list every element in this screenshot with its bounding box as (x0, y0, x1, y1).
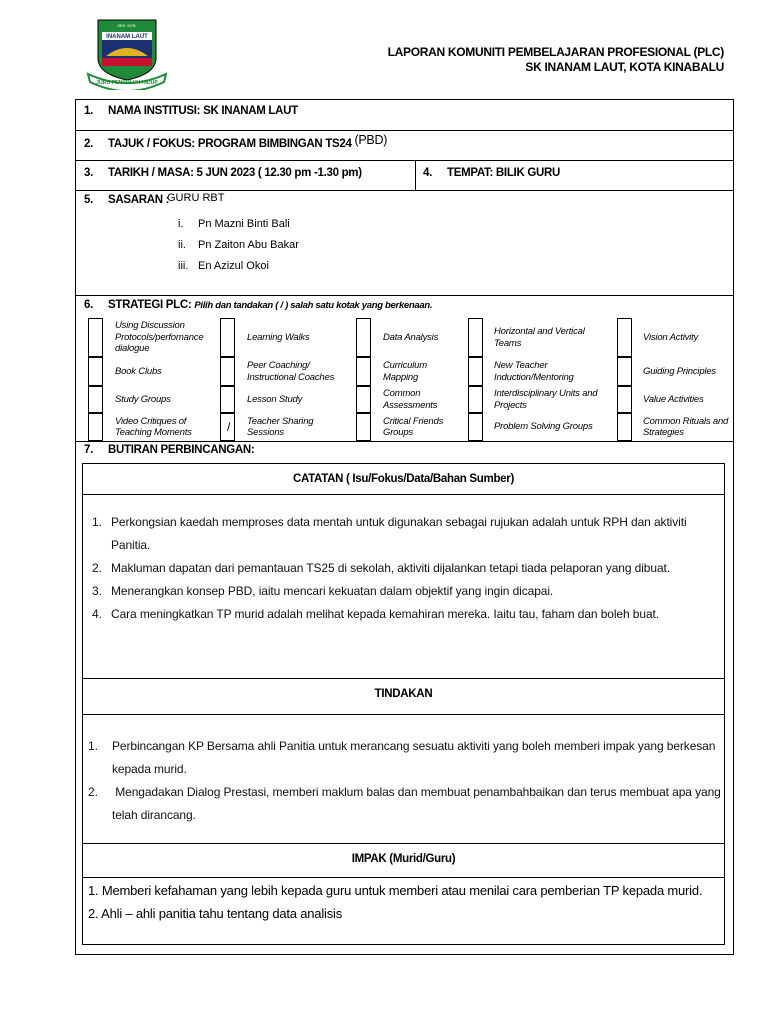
row-6 (84, 299, 432, 311)
impak-title: IMPAK (Murid/Guru) (351, 853, 456, 865)
tindakan-title: TINDAKAN (374, 688, 433, 700)
item-text: Perkongsian kaedah memproses data mentah untuk digunakan sebagai rujukan adalah untuk RPH dan aktiviti (111, 515, 687, 529)
row-3 (84, 167, 362, 179)
item-number: 3. (92, 584, 102, 598)
catatan-title: CATATAN ( Isu/Fokus/Data/Bahan Sumber) (293, 473, 514, 485)
strategy-checkbox[interactable] (88, 386, 103, 413)
row-divider (75, 190, 734, 191)
row-6-number: 6. (84, 299, 93, 311)
strategy-label: Interdisciplinary Units and Projects (494, 388, 598, 411)
strategy-label: Study Groups (115, 393, 171, 405)
col-divider (415, 160, 416, 190)
strategy-label: Common Rituals and Strategies (643, 415, 729, 438)
strategy-checkbox[interactable] (220, 386, 235, 413)
catatan-list (92, 511, 722, 626)
list-item (92, 557, 722, 580)
discussion-label: BUTIRAN PERBINCANGAN: (108, 444, 255, 456)
row-7-number: 7. (84, 444, 93, 456)
strategy-label: Teacher Sharing Sessions (247, 415, 314, 438)
strategy-label: Common Assessments (383, 388, 438, 411)
strategy-label: Horizontal and Vertical Teams (494, 326, 585, 349)
row-5-number: 5. (84, 194, 93, 206)
logo-small-top: SEK. KEB. (117, 23, 137, 28)
roman-numeral: iii. (178, 260, 189, 272)
row-3-number: 3. (84, 167, 93, 179)
checkmark: / (227, 420, 231, 434)
venue: TEMPAT: BILIK GURU (447, 167, 560, 179)
strategy-label: Learning Walks (247, 331, 310, 343)
list-item (178, 256, 299, 277)
item-text: Cara meningkatkan TP murid adalah melihat kepada kemahiran mereka. Iaitu tau, faham dan boleh buat. (111, 607, 659, 621)
list-item (92, 580, 722, 603)
list-item: 1. Memberi kefahaman yang lebih kepada guru untuk memberi atau menilai cara pemberian TP kepada murid. (88, 883, 703, 898)
strategy-checkbox[interactable] (468, 386, 483, 413)
row-divider (75, 160, 734, 161)
report-title: LAPORAN KOMUNITI PEMBELAJARAN PROFESIONAL (PLC) (387, 45, 724, 59)
row-divider (75, 441, 734, 442)
program-suffix: (PBD) (354, 133, 388, 147)
list-item (92, 511, 722, 534)
strategy-checkbox[interactable] (88, 318, 103, 357)
strategy-checkbox[interactable] (356, 318, 371, 357)
strategy-label: Book Clubs (115, 365, 162, 377)
item-number: 2. (88, 785, 98, 799)
strategy-label: Peer Coaching/ Instructional Coaches (247, 360, 335, 383)
row-2 (84, 133, 388, 150)
strategy-label: Data Analysis (383, 331, 439, 343)
strategy-label: STRATEGI PLC: (108, 299, 192, 311)
report-subtitle: SK INANAM LAUT, KOTA KINABALU (525, 60, 724, 74)
strategy-label: New Teacher Induction/Mentoring (494, 360, 574, 383)
strategy-label: Lesson Study (247, 393, 303, 405)
target-list (178, 214, 299, 277)
logo-ribbon-text: JURU PENYULUH HIDUP (96, 80, 158, 86)
item-number: 4. (92, 607, 102, 621)
strategy-checkbox[interactable] (617, 413, 632, 441)
item-text-cont: telah dirancang. (112, 808, 196, 822)
section-divider (82, 494, 725, 495)
strategy-checkbox[interactable] (220, 357, 235, 386)
item-number: 2. (92, 561, 102, 575)
list-item (178, 235, 299, 256)
strategy-checkbox[interactable] (468, 357, 483, 386)
list-item (88, 735, 722, 758)
item-text: Mengadakan Dialog Prestasi, memberi maklum balas dan membuat penambahbaikan dan terus membuat apa yang (112, 785, 721, 799)
item-text: Makluman dapatan dari pemantauan TS25 di sekolah, aktiviti dijalankan tetapi tiada pelaporan yang dibuat. (111, 561, 670, 575)
strategy-label: Critical Friends Groups (383, 415, 444, 438)
row-4 (423, 167, 560, 179)
strategy-label: Value Activities (643, 393, 704, 405)
list-item (92, 603, 722, 626)
item-number: 1. (88, 739, 98, 753)
strategy-label: Video Critiques of Teaching Moments (115, 415, 192, 438)
strategy-checkbox[interactable] (468, 318, 483, 357)
person-name: En Azizul Okoi (198, 260, 269, 272)
target-group: GURU RBT (167, 192, 225, 204)
roman-numeral: i. (178, 218, 184, 230)
item-number: 1. (92, 515, 102, 529)
strategy-checkbox[interactable] (617, 318, 632, 357)
list-item (178, 214, 299, 235)
strategy-label: Curriculum Mapping (383, 360, 427, 383)
impak-list (88, 879, 722, 925)
row-divider (75, 295, 734, 296)
school-crest-icon (86, 18, 168, 90)
strategy-checkbox[interactable] (88, 413, 103, 441)
strategy-checkbox[interactable] (617, 357, 632, 386)
school-logo (86, 18, 168, 88)
item-text: Menerangkan konsep PBD, iaitu mencari kekuatan dalam objektif yang ingin dicapai. (111, 584, 554, 598)
row-4-number: 4. (423, 167, 432, 179)
strategy-label: Vision Activity (643, 331, 699, 343)
row-divider (75, 130, 734, 131)
strategy-checkbox[interactable] (356, 386, 371, 413)
item-text-cont: kepada murid. (112, 762, 187, 776)
person-name: Pn Mazni Binti Bali (198, 218, 290, 230)
strategy-checkbox[interactable] (356, 357, 371, 386)
list-item: 2. Ahli – ahli panitia tahu tentang data analisis (88, 906, 343, 921)
row-5 (84, 194, 169, 206)
item-text: Perbincangan KP Bersama ahli Panitia untuk merancang sesuatu aktiviti yang boleh memberi impak yang berkesan (112, 739, 716, 753)
strategy-checkbox[interactable] (88, 357, 103, 386)
strategy-instruction: Pilih dan tandakan ( / ) salah satu kotak yang berkenaan. (194, 300, 433, 311)
strategy-checkbox[interactable] (220, 318, 235, 357)
strategy-checkbox[interactable] (468, 413, 483, 441)
list-item (88, 781, 722, 804)
row-2-number: 2. (84, 138, 93, 150)
row-1 (84, 105, 298, 117)
strategy-label: Problem Solving Groups (494, 421, 593, 433)
tindakan-list (88, 735, 722, 827)
strategy-checkbox[interactable] (617, 386, 632, 413)
strategy-label: Using Discussion Protocols/perfomance dialogue (115, 320, 204, 355)
strategy-checkbox[interactable] (356, 413, 371, 441)
row-7 (84, 444, 254, 456)
item-text-cont: Panitia. (111, 538, 151, 552)
target-label: SASARAN : (108, 194, 170, 206)
program-title: TAJUK / FOKUS: PROGRAM BIMBINGAN TS24 (108, 138, 352, 150)
date-time: TARIKH / MASA: 5 JUN 2023 ( 12.30 pm -1.30 pm) (108, 167, 362, 179)
institution-name: NAMA INSTITUSI: SK INANAM LAUT (108, 105, 298, 117)
person-name: Pn Zaiton Abu Bakar (198, 239, 299, 251)
roman-numeral: ii. (178, 239, 186, 251)
row-1-number: 1. (84, 105, 93, 117)
strategy-label: Guiding Principles (643, 365, 716, 377)
logo-banner-text: INANAM LAUT (106, 34, 148, 40)
